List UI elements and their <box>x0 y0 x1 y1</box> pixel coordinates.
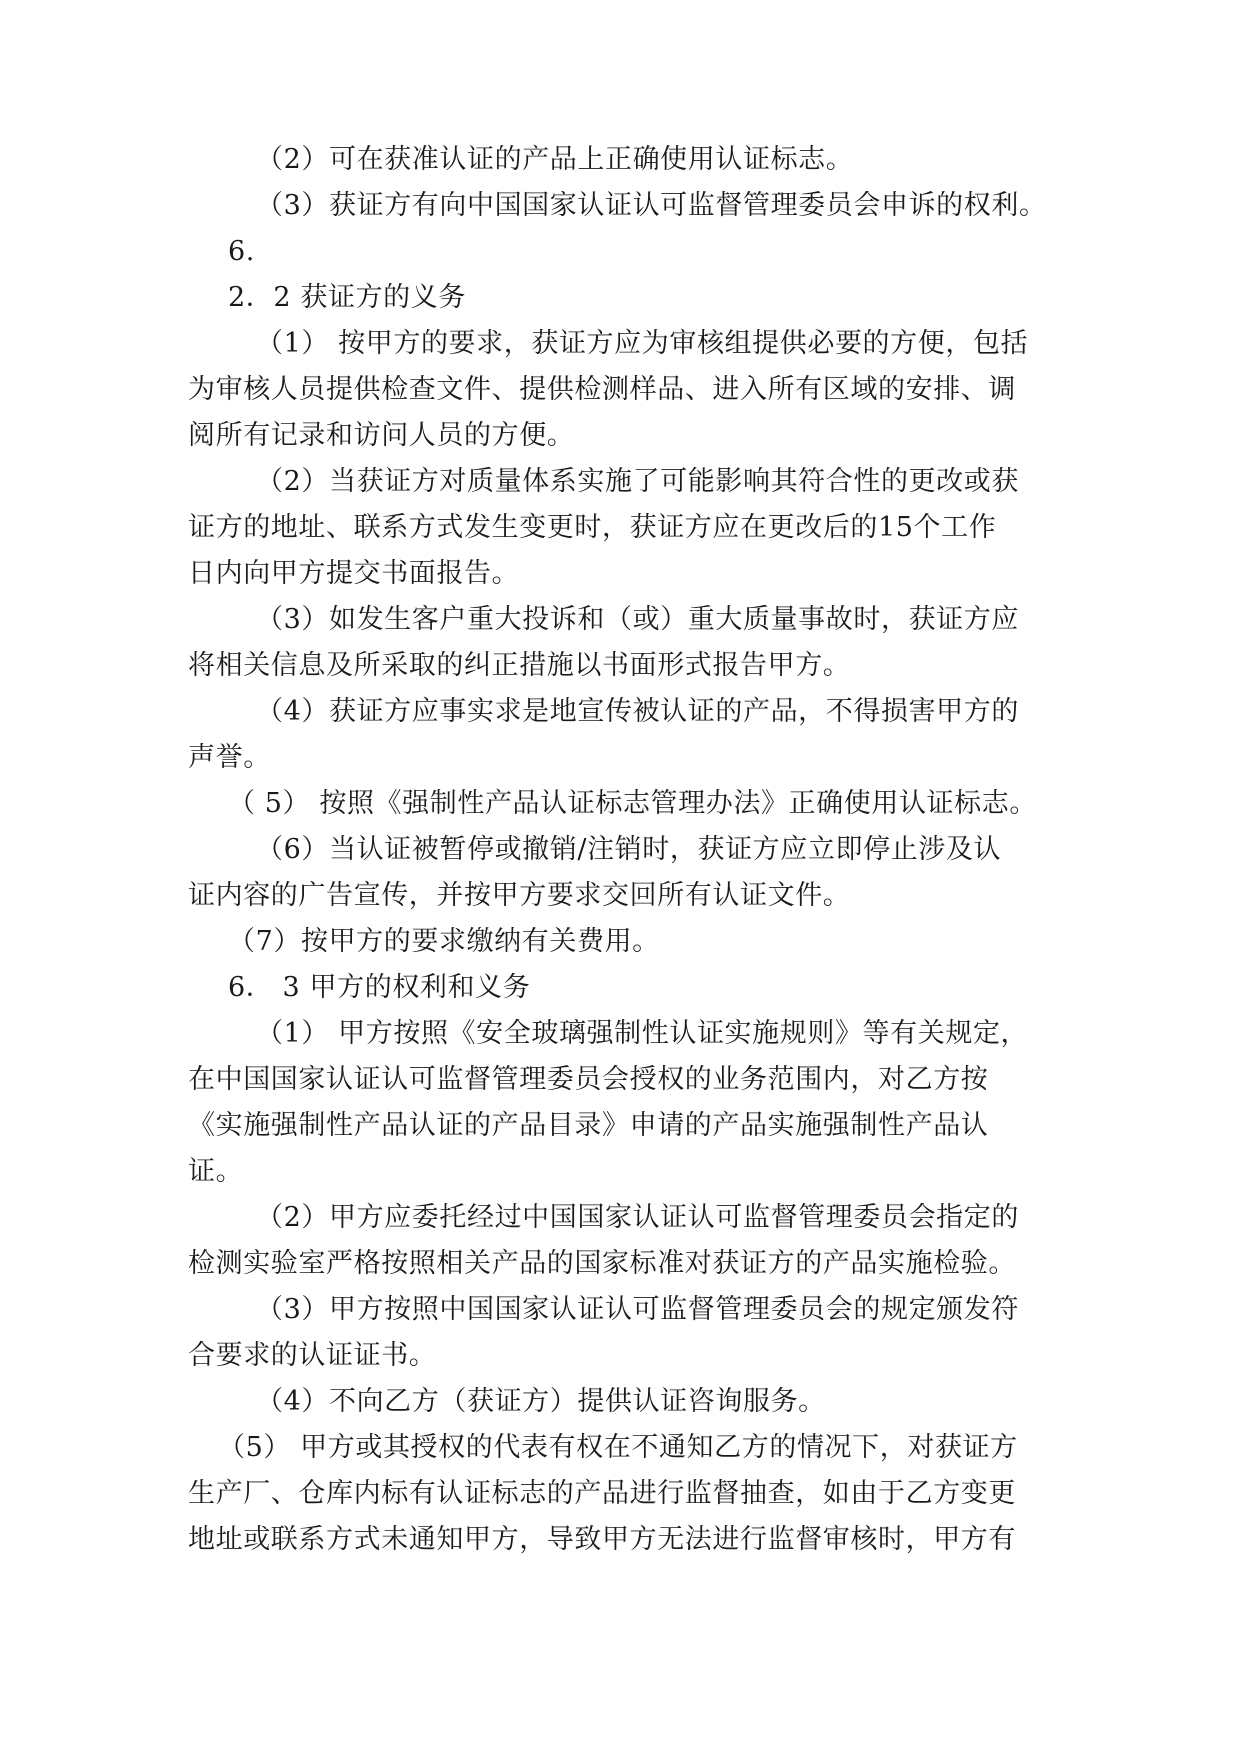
text-line: 地址或联系方式未通知甲方，导致甲方无法进行监督审核时，甲方有 <box>188 1524 1016 1555</box>
text-line: （ 5） 按照《强制性产品认证标志管理办法》正确使用认证标志。 <box>228 788 1037 819</box>
text-line: 证方的地址、联系方式发生变更时，获证方应在更改后的15个工作 <box>188 512 997 543</box>
text-line: 阅所有记录和访问人员的方便。 <box>188 420 575 451</box>
text-line: 将相关信息及所采取的纠正措施以书面形式报告甲方。 <box>188 650 851 681</box>
text-line: （3）如发生客户重大投诉和（或）重大质量事故时，获证方应 <box>256 604 1019 635</box>
text-line: （1） 甲方按照《安全玻璃强制性认证实施规则》等有关规定， <box>256 1018 1029 1049</box>
text-line: 合要求的认证证书。 <box>188 1340 437 1371</box>
text-line: （3）甲方按照中国国家认证认可监督管理委员会的规定颁发符 <box>256 1294 1019 1325</box>
text-line: 为审核人员提供检查文件、提供检测样品、进入所有区域的安排、调 <box>188 374 1016 405</box>
text-line: （2）当获证方对质量体系实施了可能影响其符合性的更改或获 <box>256 466 1019 497</box>
text-line: 《实施强制性产品认证的产品目录》申请的产品实施强制性产品认 <box>188 1110 989 1141</box>
text-line: （4）不向乙方（获证方）提供认证咨询服务。 <box>256 1386 826 1417</box>
text-line: （6）当认证被暂停或撤销/注销时，获证方应立即停止涉及认 <box>256 834 1002 865</box>
text-line: 声誉。 <box>188 742 271 773</box>
text-line: （4）获证方应事实求是地宣传被认证的产品，不得损害甲方的 <box>256 696 1019 727</box>
text-line: （1） 按甲方的要求，获证方应为审核组提供必要的方便，包括 <box>256 328 1029 359</box>
text-line: 证内容的广告宣传，并按甲方要求交回所有认证文件。 <box>188 880 851 911</box>
text-line: 2．2 获证方的义务 <box>228 282 466 313</box>
text-line: （2）可在获准认证的产品上正确使用认证标志。 <box>256 144 854 175</box>
text-line: （7）按甲方的要求缴纳有关费用。 <box>228 926 660 957</box>
text-line: （5） 甲方或其授权的代表有权在不通知乙方的情况下，对获证方 <box>218 1432 1018 1463</box>
text-line: 在中国国家认证认可监督管理委员会授权的业务范围内，对乙方按 <box>188 1064 989 1095</box>
text-line: 生产厂、仓库内标有认证标志的产品进行监督抽查，如由于乙方变更 <box>188 1478 1016 1509</box>
text-line: 证。 <box>188 1156 244 1187</box>
text-line: 6. <box>228 236 255 267</box>
text-line: 日内向甲方提交书面报告。 <box>188 558 520 589</box>
text-line: 检测实验室严格按照相关产品的国家标准对获证方的产品实施检验。 <box>188 1248 1016 1279</box>
text-line: 6． 3 甲方的权利和义务 <box>228 972 531 1003</box>
text-line: （3）获证方有向中国国家认证认可监督管理委员会申诉的权利。 <box>256 190 1047 221</box>
text-line: （2）甲方应委托经过中国国家认证认可监督管理委员会指定的 <box>256 1202 1019 1233</box>
